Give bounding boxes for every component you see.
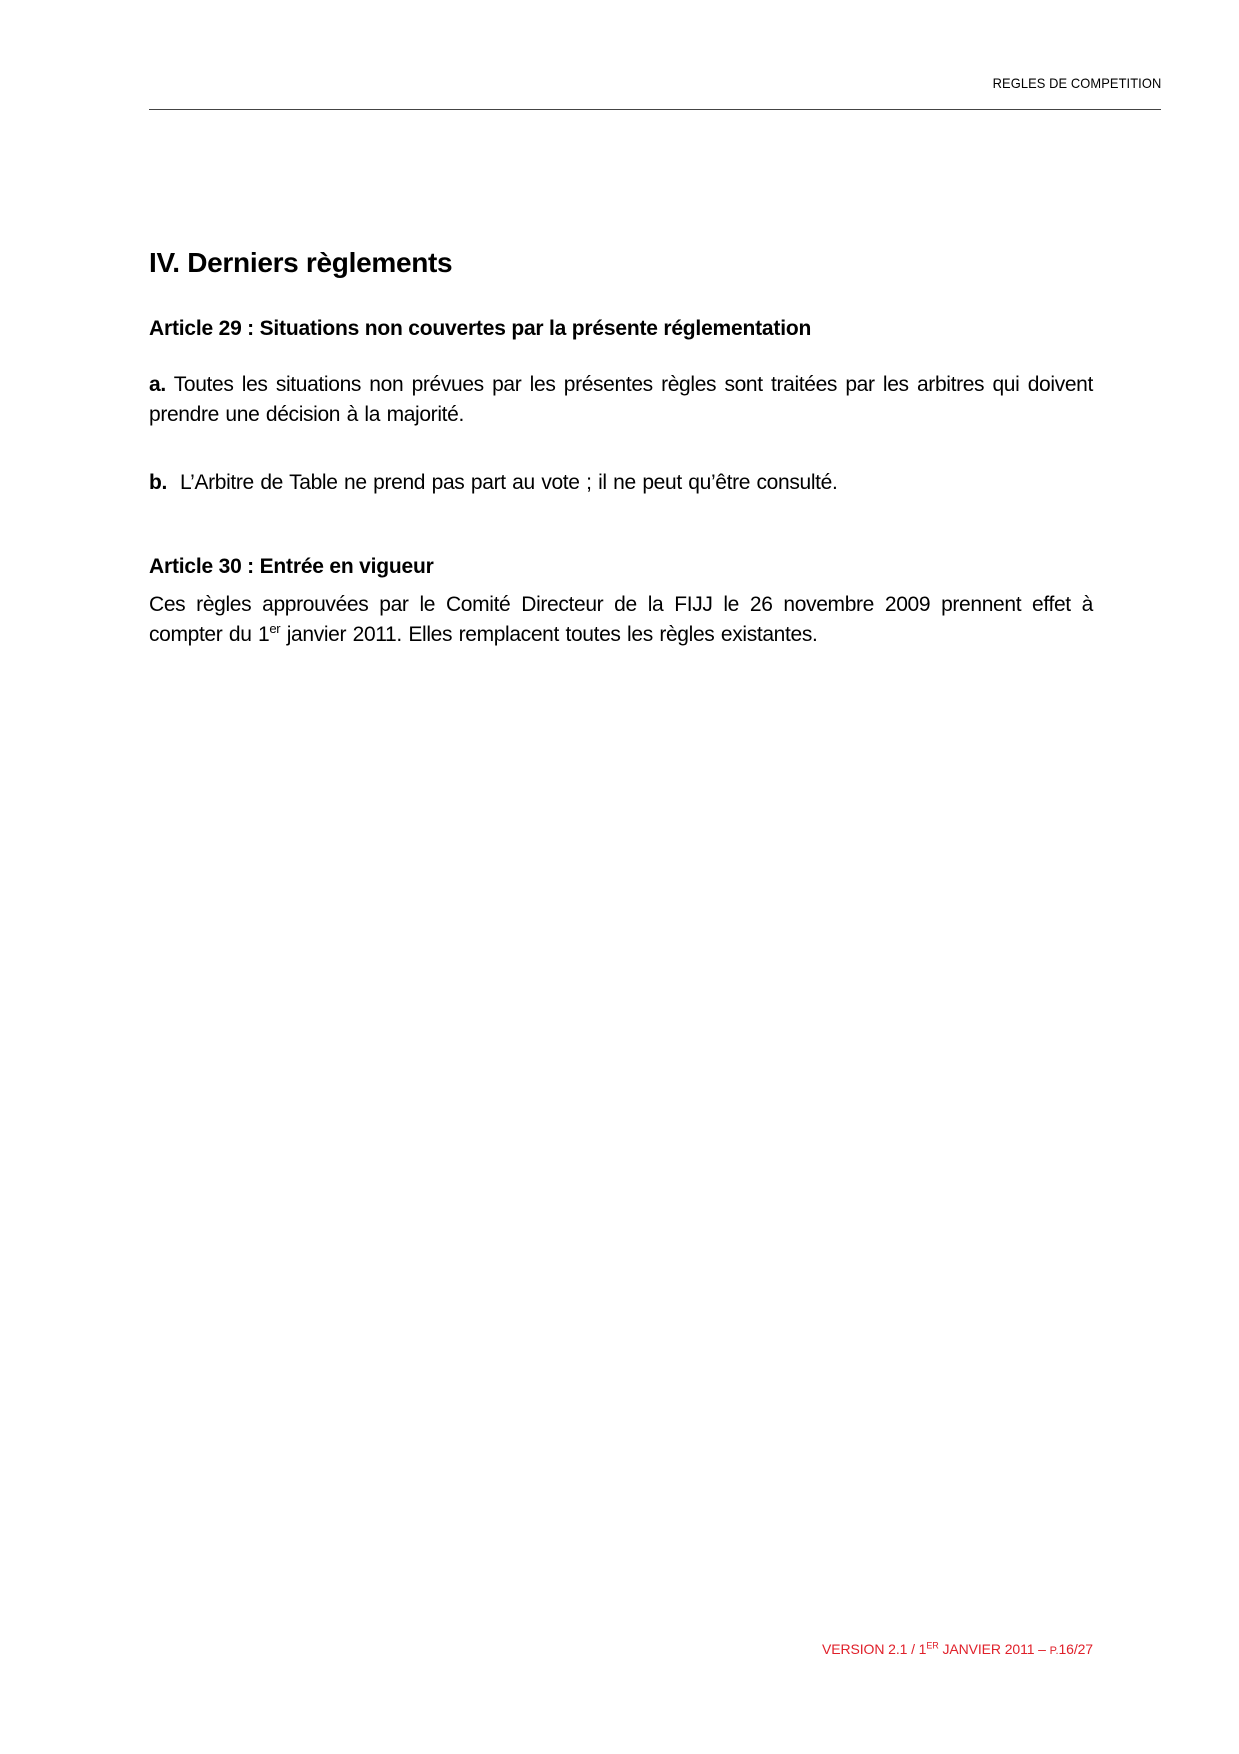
page-content — [149, 246, 1093, 650]
article-30-body-part1: Ces règles approuvées par le Comité Directeur de la FIJJ le 26 novembre 2009 prennent effet à compter du 1 — [149, 593, 1093, 646]
running-footer — [822, 1641, 1093, 1657]
article-30-body-part2: janvier 2011. Elles remplacent toutes les règles existantes. — [280, 623, 818, 646]
article-29-item-b — [149, 468, 1093, 498]
footer-version-prefix: VERSION 2.1 / 1 — [822, 1641, 927, 1657]
item-b-text: L’Arbitre de Table ne prend pas part au vote ; il ne peut qu’être consulté. — [179, 471, 838, 494]
item-b-label: b. — [149, 471, 167, 494]
item-a-text: Toutes les situations non prévues par les présentes règles sont traitées par les arbitres qui doivent prendre une décision à la majorité. — [149, 373, 1093, 426]
header-rule — [149, 109, 1161, 110]
article-30-body — [149, 590, 1093, 650]
footer-ordinal-superscript: ER — [926, 1640, 939, 1651]
running-header: REGLES DE COMPETITION — [992, 75, 1161, 91]
ordinal-superscript: er — [269, 621, 281, 636]
footer-version-date: JANVIER 2011 – — [938, 1641, 1050, 1657]
section-title: IV. Derniers règlements — [149, 247, 453, 278]
article-29-title: Article 29 : Situations non couvertes par la présente réglementation — [149, 317, 812, 340]
article-29-item-a — [149, 370, 1093, 430]
item-a-label: a. — [149, 373, 166, 396]
footer-page-prefix: P. — [1049, 1645, 1059, 1657]
footer-page-number: 16/27 — [1058, 1641, 1093, 1657]
article-30-title: Article 30 : Entrée en vigueur — [149, 555, 434, 578]
